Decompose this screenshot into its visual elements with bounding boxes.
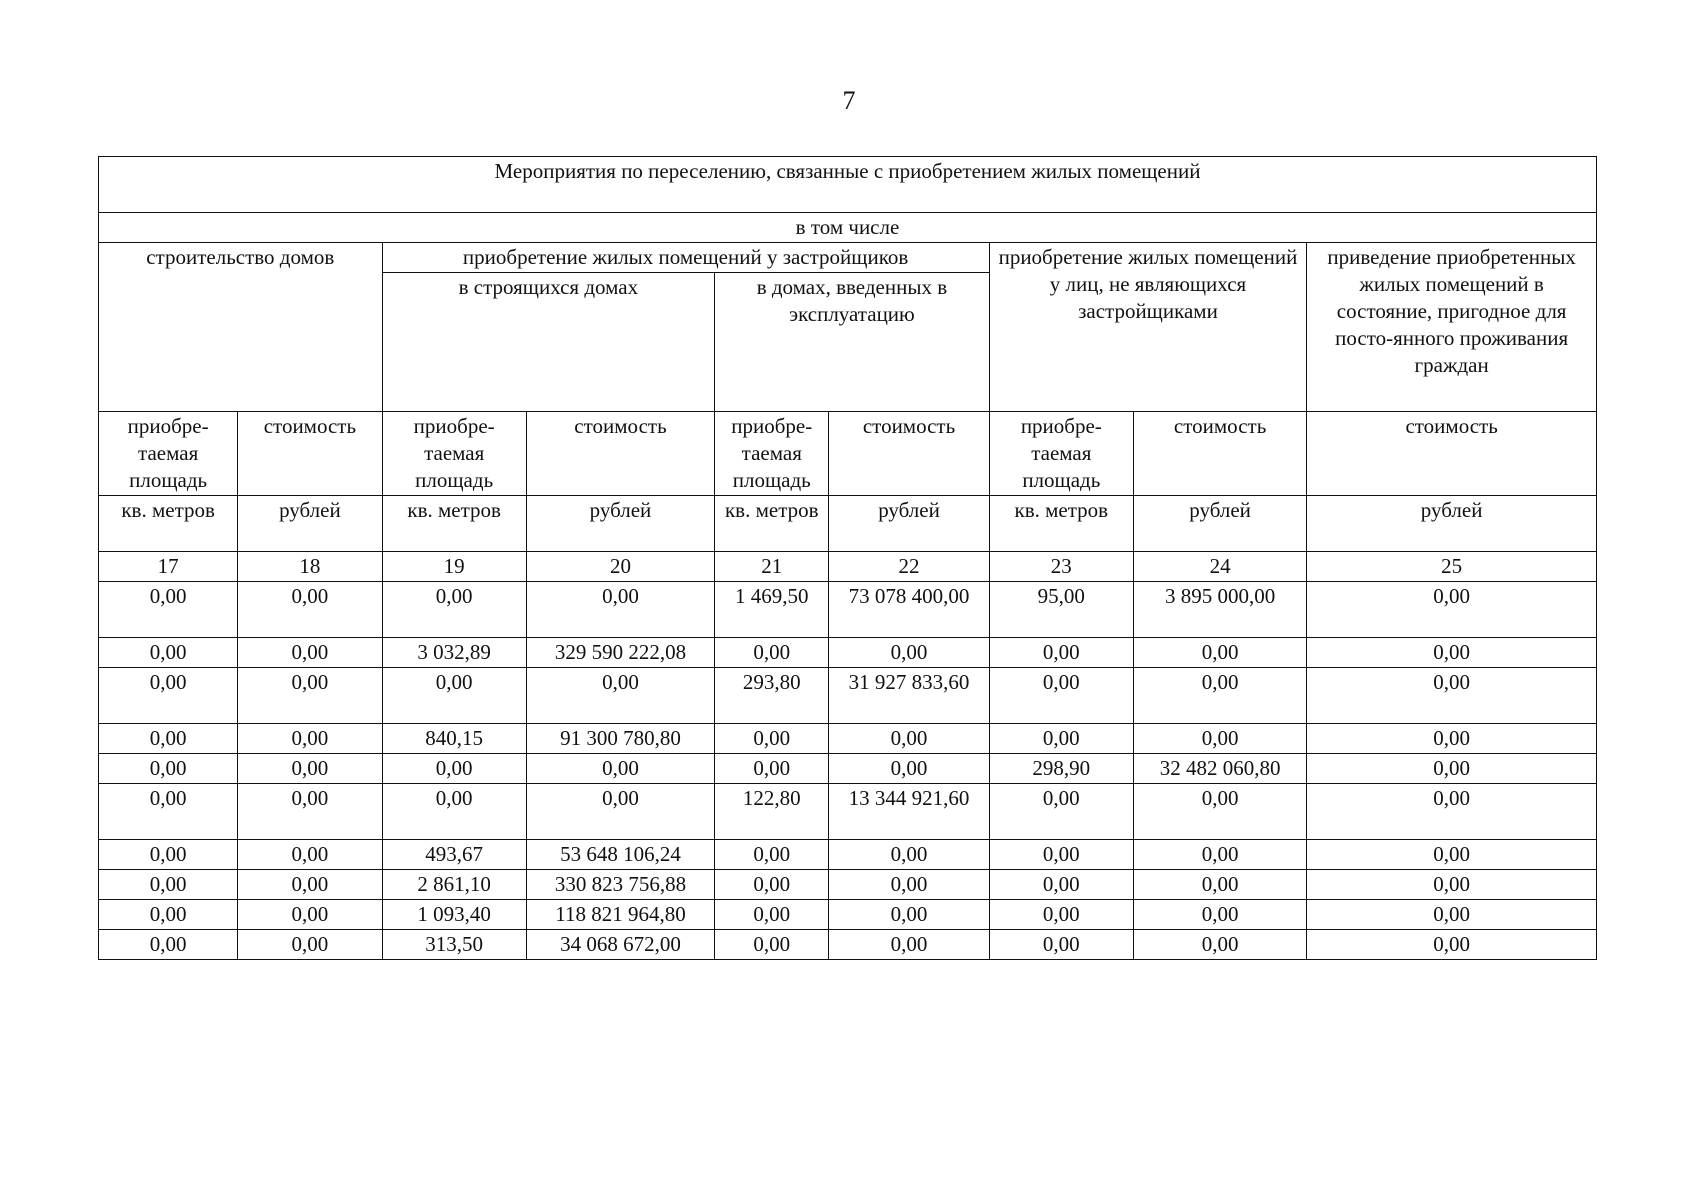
table-cell: 0,00 — [715, 754, 829, 784]
unit-cell: кв. метров — [382, 496, 526, 552]
table-cell: 3 032,89 — [382, 638, 526, 668]
table-cell: 0,00 — [829, 840, 989, 870]
table-cell: 0,00 — [829, 870, 989, 900]
table-cell: 95,00 — [989, 582, 1133, 638]
table-cell: 0,00 — [989, 840, 1133, 870]
table-row — [99, 900, 1597, 930]
table-cell: 0,00 — [1133, 724, 1306, 754]
column-number-cell: 25 — [1307, 552, 1597, 582]
table-cell: 0,00 — [1133, 784, 1306, 840]
under-construction-header: в строящихся домах — [382, 273, 715, 412]
table-row — [99, 724, 1597, 754]
column-number-cell: 23 — [989, 552, 1133, 582]
column-number-cell: 20 — [526, 552, 714, 582]
from-developers-header: приобретение жилых помещений у застройщиков — [382, 243, 989, 273]
table-cell: 0,00 — [829, 930, 989, 960]
table-cell: 0,00 — [1133, 930, 1306, 960]
table-cell: 0,00 — [99, 900, 238, 930]
table-cell: 0,00 — [238, 754, 382, 784]
table-cell: 3 895 000,00 — [1133, 582, 1306, 638]
table-cell: 118 821 964,80 — [526, 900, 714, 930]
table-cell: 0,00 — [238, 784, 382, 840]
table-cell: 293,80 — [715, 668, 829, 724]
table-cell: 0,00 — [989, 930, 1133, 960]
table-cell: 0,00 — [1307, 870, 1597, 900]
table-cell: 0,00 — [238, 930, 382, 960]
table-cell: 0,00 — [238, 668, 382, 724]
table-cell: 0,00 — [989, 668, 1133, 724]
table-cell: 0,00 — [989, 638, 1133, 668]
table-title: Мероприятия по переселению, связанные с приобретением жилых помещений — [99, 157, 1597, 213]
unit-cell: рублей — [238, 496, 382, 552]
table-cell: 493,67 — [382, 840, 526, 870]
table-cell: 0,00 — [382, 784, 526, 840]
table-cell: 0,00 — [989, 724, 1133, 754]
table-cell: 91 300 780,80 — [526, 724, 714, 754]
param-header-cell: приобре-таемая площадь — [382, 412, 526, 496]
table-cell: 0,00 — [1133, 668, 1306, 724]
table-cell: 0,00 — [715, 870, 829, 900]
table-cell: 0,00 — [99, 724, 238, 754]
table-row — [99, 582, 1597, 638]
table-cell: 0,00 — [99, 582, 238, 638]
table-cell: 0,00 — [382, 582, 526, 638]
table-cell: 0,00 — [526, 784, 714, 840]
table-cell: 0,00 — [1133, 870, 1306, 900]
table-cell: 1 469,50 — [715, 582, 829, 638]
table-cell: 0,00 — [1307, 754, 1597, 784]
table-cell: 0,00 — [99, 930, 238, 960]
table-cell: 0,00 — [1307, 840, 1597, 870]
column-number-cell: 24 — [1133, 552, 1306, 582]
param-header-cell: приобре-таемая площадь — [989, 412, 1133, 496]
table-cell: 0,00 — [99, 668, 238, 724]
unit-cell: кв. метров — [989, 496, 1133, 552]
bringing-to-condition-header: приведение приобретенных жилых помещений в состояние, пригодное для посто-янного проживания граждан — [1307, 243, 1597, 412]
table-cell: 0,00 — [1307, 724, 1597, 754]
table-cell: 0,00 — [238, 638, 382, 668]
table-cell: 13 344 921,60 — [829, 784, 989, 840]
including-header: в том числе — [99, 213, 1597, 243]
table-cell: 0,00 — [1307, 784, 1597, 840]
table-cell: 0,00 — [238, 840, 382, 870]
table-cell: 0,00 — [1133, 900, 1306, 930]
param-header-cell: приобре-таемая площадь — [715, 412, 829, 496]
column-number-cell: 18 — [238, 552, 382, 582]
table-row — [99, 840, 1597, 870]
param-header-cell: стоимость — [1307, 412, 1597, 496]
table-cell: 330 823 756,88 — [526, 870, 714, 900]
from-non-developers-header: приобретение жилых помещений у лиц, не являющихся застройщиками — [989, 243, 1307, 412]
table-cell: 0,00 — [238, 900, 382, 930]
column-number-cell: 22 — [829, 552, 989, 582]
table-cell: 31 927 833,60 — [829, 668, 989, 724]
table-cell: 0,00 — [1307, 930, 1597, 960]
table-cell: 0,00 — [715, 840, 829, 870]
table-cell: 0,00 — [99, 870, 238, 900]
commissioned-header: в домах, введенных в эксплуатацию — [715, 273, 990, 412]
column-number-cell: 21 — [715, 552, 829, 582]
unit-cell: рублей — [829, 496, 989, 552]
table-cell: 53 648 106,24 — [526, 840, 714, 870]
table-cell: 0,00 — [1307, 668, 1597, 724]
table-cell: 0,00 — [1133, 840, 1306, 870]
table-cell: 0,00 — [238, 724, 382, 754]
table-cell: 329 590 222,08 — [526, 638, 714, 668]
table-cell: 1 093,40 — [382, 900, 526, 930]
table-cell: 0,00 — [526, 668, 714, 724]
table-cell: 0,00 — [382, 668, 526, 724]
table-cell: 298,90 — [989, 754, 1133, 784]
table-cell: 0,00 — [989, 900, 1133, 930]
table-cell: 0,00 — [829, 638, 989, 668]
unit-cell: рублей — [1307, 496, 1597, 552]
table-cell: 0,00 — [99, 840, 238, 870]
table-cell: 0,00 — [829, 900, 989, 930]
param-header-cell: стоимость — [526, 412, 714, 496]
table-cell: 34 068 672,00 — [526, 930, 714, 960]
column-number-cell: 17 — [99, 552, 238, 582]
table-cell: 73 078 400,00 — [829, 582, 989, 638]
table-cell: 0,00 — [1133, 638, 1306, 668]
table-cell: 0,00 — [829, 724, 989, 754]
column-number-cell: 19 — [382, 552, 526, 582]
table-cell: 0,00 — [526, 582, 714, 638]
table-row — [99, 754, 1597, 784]
param-header-cell: стоимость — [829, 412, 989, 496]
table-cell: 0,00 — [715, 930, 829, 960]
table-cell: 0,00 — [1307, 900, 1597, 930]
resettlement-table — [98, 156, 1597, 960]
table-cell: 32 482 060,80 — [1133, 754, 1306, 784]
table-cell: 0,00 — [715, 900, 829, 930]
table-cell: 0,00 — [989, 784, 1133, 840]
table-cell: 0,00 — [382, 754, 526, 784]
table-cell: 840,15 — [382, 724, 526, 754]
table-cell: 0,00 — [99, 638, 238, 668]
table-cell: 0,00 — [238, 870, 382, 900]
param-header-cell: приобре-таемая площадь — [99, 412, 238, 496]
param-header-cell: стоимость — [1133, 412, 1306, 496]
table-cell: 2 861,10 — [382, 870, 526, 900]
construction-header: строительство домов — [99, 243, 383, 412]
table-cell: 0,00 — [715, 638, 829, 668]
unit-cell: кв. метров — [99, 496, 238, 552]
table-cell: 122,80 — [715, 784, 829, 840]
unit-cell: кв. метров — [715, 496, 829, 552]
table-cell: 0,00 — [99, 784, 238, 840]
unit-cell: рублей — [526, 496, 714, 552]
table-cell: 0,00 — [238, 582, 382, 638]
table-cell: 0,00 — [989, 870, 1133, 900]
table-row — [99, 870, 1597, 900]
unit-cell: рублей — [1133, 496, 1306, 552]
table-cell: 0,00 — [99, 754, 238, 784]
table-row — [99, 668, 1597, 724]
table-cell: 0,00 — [526, 754, 714, 784]
table-cell: 0,00 — [1307, 582, 1597, 638]
table-cell: 0,00 — [715, 724, 829, 754]
table-cell: 0,00 — [1307, 638, 1597, 668]
param-header-cell: стоимость — [238, 412, 382, 496]
table-row — [99, 638, 1597, 668]
table-cell: 313,50 — [382, 930, 526, 960]
table-row — [99, 784, 1597, 840]
page-number: 7 — [842, 86, 856, 115]
table-cell: 0,00 — [829, 754, 989, 784]
table-row — [99, 930, 1597, 960]
